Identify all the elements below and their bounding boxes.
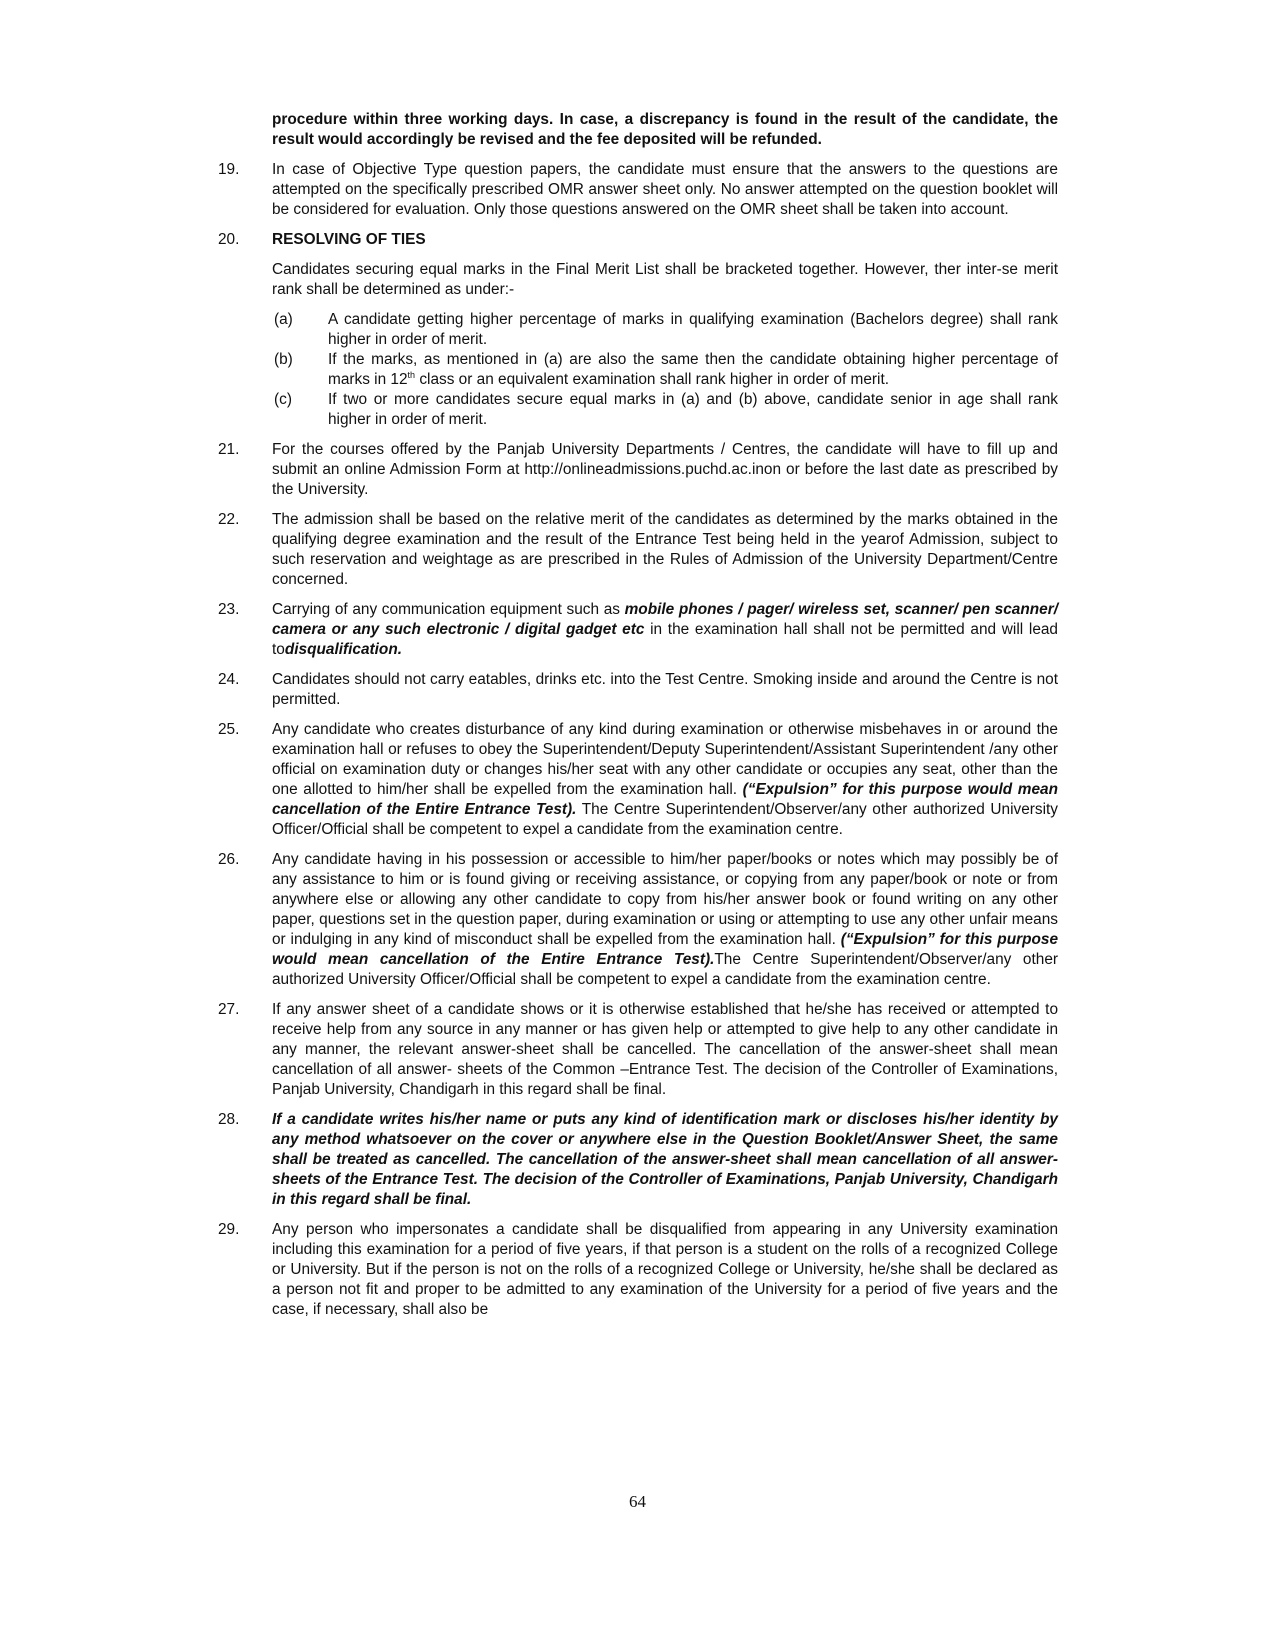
clause-number: 29.: [218, 1221, 240, 1238]
clause-25: [218, 720, 1058, 840]
clause-20: [218, 230, 1058, 430]
clause-number: 21.: [218, 441, 240, 458]
clause-27: [218, 1000, 1058, 1100]
clause-text: Any person who impersonates a candidate shall be disqualified from appearing in any University examination including this examination for a period of five years, if that person is a student on the rolls of a recognized College or University. But if the person is not on the rolls of a recognized College or University, he/she shall be declared as a person not fit and proper to be admitted to any examination of the University for a period of five years and the case, if necessary, shall also be: [272, 1221, 1058, 1318]
clause-number: 19.: [218, 161, 240, 178]
page-number: 64: [629, 1492, 646, 1511]
clause-23: [218, 600, 1058, 660]
clause-text-part: The Centre Superintendent/Observer/any other authorized University Officer/Official shall be competent to expel a candidate from the examination centre.: [272, 801, 1058, 838]
clause-29: [218, 1220, 1058, 1320]
clause-number: 26.: [218, 851, 240, 868]
clause-text: If a candidate writes his/her name or puts any kind of identification mark or discloses his/her identity by any method whatsoever on the cover or anywhere else in the Question Booklet/Answer Sheet, the same shall be treated as cancelled. The cancellation of the answer-sheet shall mean cancellation of all answer-sheets of the Entrance Test. The decision of the Controller of Examinations, Panjab University, Chandigarh in this regard shall be final.: [272, 1111, 1058, 1208]
clause-emphasis: (“Expulsion” for this purpose would mean cancellation of the Entire Entrance Test).: [272, 781, 1058, 818]
clause-emphasis: disqualification.: [284, 641, 402, 658]
clause-24: [218, 670, 1058, 710]
clause-26: [218, 850, 1058, 990]
clause-text: [272, 600, 1058, 660]
clause-number: 27.: [218, 1001, 240, 1018]
clause-emphasis: mobile phones / pager/ wireless set, scanner/ pen scanner/ camera or any such electronic / digital gadget etc: [272, 601, 1058, 638]
clause-number: 28.: [218, 1111, 240, 1128]
clause-22: [218, 510, 1058, 590]
clause-text-part: Any candidate having in his possession or accessible to him/her paper/books or notes which may possibly be of any assistance to him or is found giving or receiving assistance, or copying from any paper/book or note or from anywhere else or allowing any other candidate to copy from his/her answer book or found writing on any other paper, questions set in the question paper, during examination or using or attempting to use any other unfair means or indulging in any kind of misconduct shall be expelled from the examination hall.: [272, 851, 1058, 948]
sub-clause-c: [272, 390, 1058, 430]
sub-clause-label: (a): [274, 311, 293, 328]
clause-number: 24.: [218, 671, 240, 688]
clause-text: Candidates should not carry eatables, drinks etc. into the Test Centre. Smoking inside and around the Centre is not permitted.: [272, 671, 1058, 708]
clause-19: [218, 160, 1058, 220]
sub-clause-text: [328, 350, 1058, 390]
sub-clause-label: (c): [274, 391, 292, 408]
clause-text: In case of Objective Type question papers, the candidate must ensure that the answers to the questions are attempted on the specifically prescribed OMR answer sheet only. No answer attempted on the question booklet will be considered for evaluation. Only those questions answered on the OMR sheet shall be taken into account.: [272, 161, 1058, 218]
sub-clause-label: (b): [274, 351, 293, 368]
clause-number: 25.: [218, 721, 240, 738]
clause-emphasis: (“Expulsion” for this purpose would mean cancellation of the Entire Entrance Test).: [272, 931, 1059, 968]
clause-28: [218, 1110, 1058, 1210]
clause-text: Candidates securing equal marks in the Final Merit List shall be bracketed together. However, ther inter-se merit rank shall be determined as under:-: [272, 261, 1058, 298]
clause-text: The admission shall be based on the relative merit of the candidates as determined by the marks obtained in the qualifying degree examination and the result of the Entrance Test being held in the yearof Admission, subject to such reservation and weightage as are prescribed in the Rules of Admission of the University Department/Centre concerned.: [272, 511, 1058, 588]
sub-clause-text-part: class or an equivalent examination shall rank higher in order of merit.: [415, 371, 889, 388]
sub-clause-text: If two or more candidates secure equal marks in (a) and (b) above, candidate senior in age shall rank higher in order of merit.: [328, 391, 1058, 428]
clause-text-part: The Centre Superintendent/Observer/any other authorized University Officer/Official shall be competent to expel a candidate from the examination centre.: [272, 951, 1058, 988]
sub-clause-text: A candidate getting higher percentage of marks in qualifying examination (Bachelors degree) shall rank higher in order of merit.: [328, 311, 1058, 348]
clause-text: If any answer sheet of a candidate shows or it is otherwise established that he/she has received or attempted to receive help from any source in any manner or has given help or attempted to give help to any other candidate in any manner, the relevant answer-sheet shall be cancelled. The cancellation of the answer-sheet shall mean cancellation of all answer- sheets of the Common –Entrance Test. The decision of the Controller of Examinations, Panjab University, Chandigarh in this regard shall be final.: [272, 1001, 1058, 1098]
clause-text: [272, 720, 1058, 840]
clause-text-part: in the examination hall shall not be permitted and will lead to: [272, 621, 1058, 658]
continuation-paragraph: procedure within three working days. In case, a discrepancy is found in the result of the candidate, the result would accordingly be revised and the fee deposited will be refunded.: [272, 111, 1058, 148]
sub-clause-text-part: If the marks, as mentioned in (a) are also the same then the candidate obtaining higher percentage of marks in 12: [328, 351, 1058, 388]
superscript-th: th: [407, 369, 416, 380]
clause-21: [218, 440, 1058, 500]
sub-clause-a: [272, 310, 1058, 350]
clause-text-part: Any candidate who creates disturbance of any kind during examination or otherwise misbehaves in or around the examination hall or refuses to obey the Superintendent/Deputy Superintendent/Assistant Superintendent /any other official on examination duty or changes his/her seat with any other candidate or occupies any seat, other than the one allotted to him/her shall be expelled from the examination hall.: [272, 721, 1058, 798]
sub-clause-b: [272, 350, 1058, 390]
clause-text: For the courses offered by the Panjab University Departments / Centres, the candidate will have to fill up and submit an online Admission Form at http://onlineadmissions.puchd.ac.inon or before the last date as prescribed by the University.: [272, 441, 1058, 498]
clause-number: 22.: [218, 511, 240, 528]
page-content: [218, 110, 1058, 1330]
clause-number: 20.: [218, 231, 240, 248]
clause-text-part: Carrying of any communication equipment such as: [272, 601, 625, 618]
clause-text: [272, 850, 1058, 990]
clause-heading: RESOLVING OF TIES: [272, 231, 426, 248]
clause-number: 23.: [218, 601, 240, 618]
